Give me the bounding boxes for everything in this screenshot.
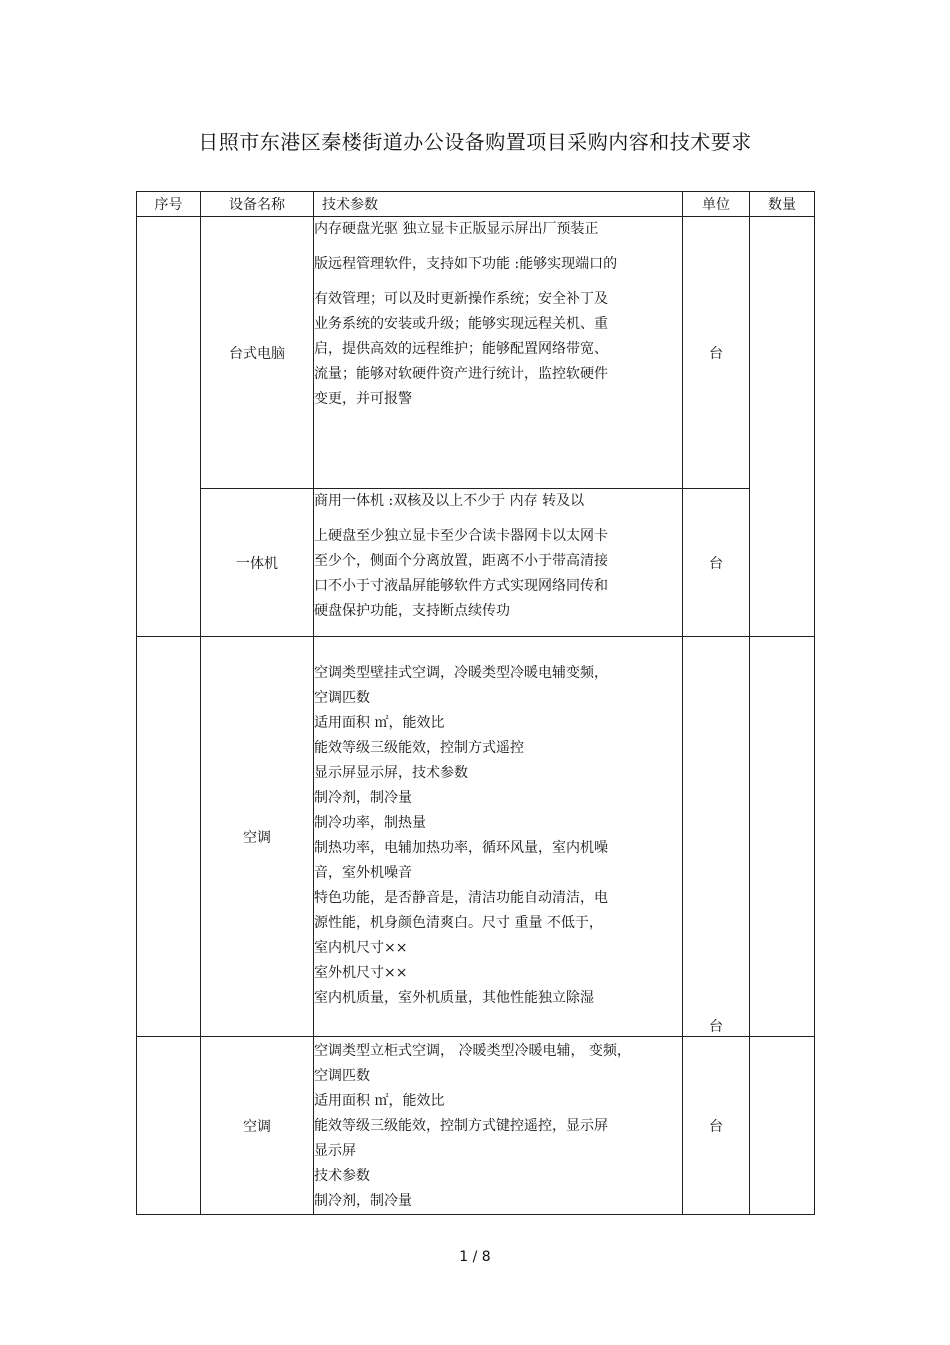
unit-cell: 台 — [683, 1037, 750, 1215]
params-line: 特色功能，是否静音是，清洁功能自动清洁，电 — [314, 890, 608, 906]
unit-cell: 台 — [683, 217, 750, 489]
params-line: 硬盘保护功能，支持断点续传功 — [314, 603, 510, 619]
device-name-cell: 空调 — [201, 1037, 314, 1215]
device-name-cell: 台式电脑 — [201, 217, 314, 489]
header-device-name: 设备名称 — [201, 192, 314, 217]
params-line: 制冷功率，制热量 — [314, 815, 426, 831]
params-line: 商用一体机 :双核及以上不少于 内存 转及以 — [314, 493, 585, 509]
params-line: 源性能，机身颜色清爽白。尺寸 重量 不低于， — [314, 915, 603, 931]
procurement-spec-table — [136, 191, 815, 1215]
table-header-row — [137, 192, 815, 217]
params-line: 音，室外机噪音 — [314, 865, 412, 881]
unit-cell: 台 — [683, 637, 750, 1037]
params-line: 显示屏 — [314, 1143, 356, 1159]
header-unit: 单位 — [683, 192, 750, 217]
row-number-cell — [137, 217, 201, 637]
params-lines — [314, 489, 682, 624]
params-line: 版远程管理软件，支持如下功能 :能够实现端口的 — [314, 256, 618, 272]
header-quantity: 数量 — [750, 192, 815, 217]
unit-cell: 台 — [683, 489, 750, 637]
params-line: 室内机尺寸×× — [314, 940, 408, 956]
params-line: 适用面积 ㎡，能效比 — [314, 1093, 445, 1109]
tech-params-cell — [314, 217, 683, 489]
params-line: 室外机尺寸×× — [314, 965, 408, 981]
params-line: 室内机质量，室外机质量，其他性能独立除湿 — [314, 990, 594, 1006]
params-line: 技术参数 — [314, 1168, 370, 1184]
params-line: 制冷剂，制冷量 — [314, 1193, 412, 1209]
quantity-cell — [750, 1037, 815, 1215]
table-row — [137, 1037, 815, 1215]
table-row — [137, 217, 815, 489]
params-line: 有效管理；可以及时更新操作系统；安全补丁及 — [314, 291, 608, 307]
params-line: 适用面积 ㎡，能效比 — [314, 715, 445, 731]
params-line: 变更，并可报警 — [314, 391, 412, 407]
table-row — [137, 489, 815, 637]
params-line: 内存硬盘光驱 独立显卡正版显示屏出厂预装正 — [314, 221, 599, 237]
params-line: 上硬盘至少独立显卡至少合读卡器网卡以太网卡 — [314, 528, 608, 544]
header-no: 序号 — [137, 192, 201, 217]
params-line: 空调匹数 — [314, 1068, 370, 1084]
params-lines — [314, 1039, 682, 1214]
params-line: 空调类型壁挂式空调，冷暖类型冷暖电辅变频， — [314, 665, 608, 681]
params-line: 启，提供高效的远程维护；能够配置网络带宽、 — [314, 341, 608, 357]
document-title: 日照市东港区秦楼街道办公设备购置项目采购内容和技术要求 — [198, 130, 752, 154]
params-spacer — [314, 277, 682, 287]
tech-params-cell — [314, 1037, 683, 1215]
params-spacer — [314, 242, 682, 252]
params-line: 空调类型立柜式空调， 冷暖类型冷暖电辅， 变频， — [314, 1043, 631, 1059]
params-spacer — [314, 514, 682, 524]
params-lines — [314, 661, 682, 1011]
params-line: 空调匹数 — [314, 690, 370, 706]
params-line: 至少个，侧面个分离放置，距离不小于带高清接 — [314, 553, 608, 569]
device-name-cell: 空调 — [201, 637, 314, 1037]
params-line: 显示屏显示屏，技术参数 — [314, 765, 468, 781]
row-number-cell — [137, 637, 201, 1037]
tech-params-cell — [314, 637, 683, 1037]
params-line: 能效等级三级能效，控制方式遥控 — [314, 740, 524, 756]
page-number: 1 / 8 — [459, 1249, 491, 1265]
device-name-cell: 一体机 — [201, 489, 314, 637]
header-tech-params: 技术参数 — [314, 192, 683, 217]
quantity-cell — [750, 217, 815, 637]
params-line: 制冷剂，制冷量 — [314, 790, 412, 806]
params-line: 口不小于寸液晶屏能够软件方式实现网络同传和 — [314, 578, 608, 594]
table-row — [137, 637, 815, 1037]
row-number-cell — [137, 1037, 201, 1215]
params-line: 能效等级三级能效，控制方式键控遥控，显示屏 — [314, 1118, 608, 1134]
params-line: 制热功率，电辅加热功率，循环风量，室内机噪 — [314, 840, 608, 856]
quantity-cell — [750, 637, 815, 1037]
params-line: 业务系统的安装或升级；能够实现远程关机、重 — [314, 316, 608, 332]
params-lines — [314, 217, 682, 412]
tech-params-cell — [314, 489, 683, 637]
params-line: 流量；能够对软硬件资产进行统计，监控软硬件 — [314, 366, 608, 382]
